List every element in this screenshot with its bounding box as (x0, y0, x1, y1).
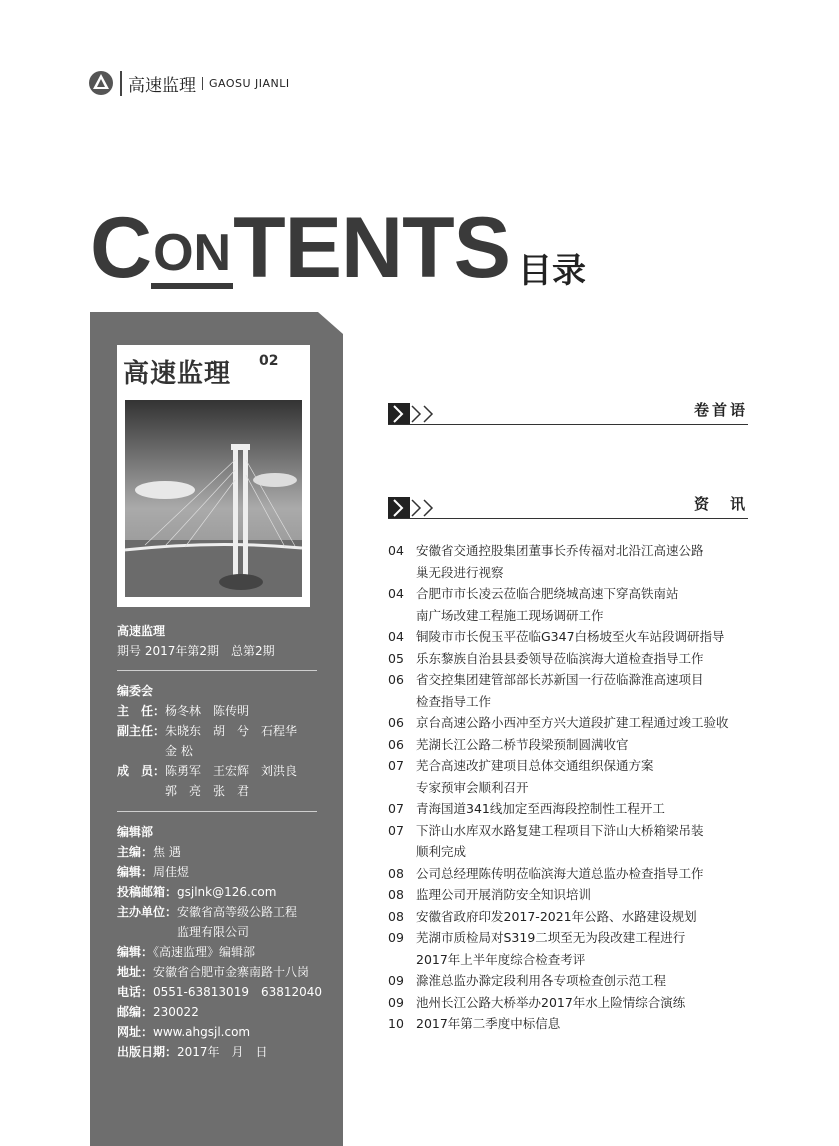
page-number: 04 (388, 543, 404, 558)
contents-rest: TENTS (233, 200, 511, 296)
committee-row: 郭 亮 张 君 (165, 784, 250, 798)
editorial-row: 主办单位：安徽省高等级公路工程 (117, 905, 298, 919)
page-number: 09 (388, 930, 404, 945)
contents-cn: 目录 (518, 251, 587, 291)
page-number: 04 (388, 629, 404, 644)
toc-entry[interactable] (388, 540, 768, 583)
page-number: 09 (388, 994, 404, 1010)
journal-logo-icon (88, 70, 114, 96)
toc-entry[interactable] (388, 927, 768, 970)
toc-entry[interactable] (388, 906, 768, 928)
entry-title: 乐东黎族自治县县委领导莅临滨海大道检查指导工作 (416, 650, 704, 666)
editorial-row: 地址：安徽省合肥市金寨南路十八岗 (117, 965, 310, 979)
toc-entry[interactable] (388, 669, 768, 712)
page-number: 07 (388, 758, 404, 773)
entry-title: 安徽省交通控股集团董事长乔传福对北沿江高速公路 巢无段进行视察 (416, 543, 704, 580)
contents-on: ON (151, 227, 233, 279)
page-number: 07 (388, 801, 404, 816)
bridge-photo (125, 400, 302, 597)
editorial-row: 编辑：《高速监理》编辑部 (117, 945, 256, 959)
editorial-row: 出版日期：2017年 月 日 (117, 1045, 268, 1059)
toc-entry[interactable] (388, 798, 768, 820)
page-number: 06 (388, 715, 404, 730)
page-number: 08 (388, 865, 404, 881)
divider (117, 811, 317, 812)
arrows-icon (388, 497, 438, 519)
page-number: 06 (388, 736, 404, 752)
divider (117, 670, 317, 671)
entry-title: 芜湖长江公路二桥节段梁预制圆满收官 (416, 736, 629, 752)
editorial-block (117, 822, 322, 1062)
entry-title: 合肥市市长凌云莅临合肥绕城高速下穿高铁南站 南广场改建工程施工现场调研工作 (416, 586, 679, 623)
entry-title: 芜湖市质检局对S319二坝至无为段改建工程进行 2017年上半年度综合检查考评 (416, 930, 686, 967)
editorial-heading: 编辑部 (117, 825, 154, 839)
editorial-row: 邮编：230022 (117, 1005, 199, 1019)
toc-entry[interactable] (388, 734, 768, 756)
committee-row: 副主任：朱晓东 胡 兮 石程华 (117, 724, 298, 738)
entry-title: 下浒山水库双水路复建工程项目下浒山大桥箱梁吊装 顺利完成 (416, 822, 704, 859)
section-preface (388, 399, 748, 425)
editorial-row: 投稿邮箱：gsjlnk@126.com (117, 885, 277, 899)
committee-row: 金 松 (165, 744, 193, 758)
arrows-icon (388, 403, 438, 425)
page-number: 10 (388, 1016, 404, 1031)
entry-title: 2017年第二季度中标信息 (416, 1016, 561, 1031)
section-news (388, 493, 748, 519)
journal-info (117, 621, 275, 661)
toc-entry[interactable] (388, 970, 768, 992)
entry-title: 安徽省政府印发2017-2021年公路、水路建设规划 (416, 908, 697, 924)
toc-entry[interactable] (388, 712, 768, 734)
editorial-row: 编辑：周佳煜 (117, 865, 190, 879)
entry-title: 京台高速公路小西冲至方兴大道段扩建工程通过竣工验收 (416, 715, 729, 730)
toc-entry[interactable] (388, 626, 768, 648)
section-title: 资 讯 (693, 495, 748, 513)
journal-name-cn: 高速监理 (120, 71, 196, 96)
committee-block (117, 681, 297, 801)
entry-title: 省交控集团建管部部长苏新国一行莅临滁淮高速项目 检查指导工作 (416, 672, 704, 709)
toc-entry[interactable] (388, 884, 768, 906)
cover-issue: 02 (259, 353, 279, 369)
page-number: 07 (388, 822, 404, 838)
cover-title: 高速监理 (123, 359, 232, 389)
news-list (388, 540, 768, 1035)
editorial-row: 主编：焦 遇 (117, 845, 181, 859)
editorial-row: 电话：0551-63813019 63812040 (117, 985, 323, 999)
entry-title: 监理公司开展消防安全知识培训 (416, 887, 592, 902)
editorial-row: 监理有限公司 (177, 925, 250, 939)
toc-entry[interactable] (388, 863, 768, 885)
toc-entry[interactable] (388, 1013, 768, 1035)
toc-entry[interactable] (388, 648, 768, 670)
committee-heading: 编委会 (117, 684, 154, 698)
contents-c: C (90, 200, 152, 296)
toc-entry[interactable] (388, 583, 768, 626)
page-number: 08 (388, 887, 404, 902)
committee-row: 主 任：杨冬林 陈传明 (117, 704, 250, 718)
page-number: 06 (388, 672, 404, 687)
toc-entry[interactable] (388, 820, 768, 863)
section-title: 卷首语 (693, 401, 748, 419)
entry-title: 铜陵市市长倪玉平莅临G347白杨坡至火车站段调研指导 (416, 629, 725, 644)
page-number: 04 (388, 586, 404, 601)
entry-title: 池州长江公路大桥举办2017年水上险情综合演练 (416, 994, 686, 1010)
entry-title: 芜合高速改扩建项目总体交通组织保通方案 专家预审会顺利召开 (416, 758, 654, 795)
page-number: 05 (388, 650, 404, 666)
entry-title: 青海国道341线加定至西海段控制性工程开工 (416, 801, 665, 816)
cover-thumbnail (117, 345, 310, 607)
page-number: 09 (388, 973, 404, 988)
toc-entry[interactable] (388, 755, 768, 798)
journal-name: 高速监理 (117, 624, 166, 638)
toc-entry[interactable] (388, 992, 768, 1014)
contents-heading (90, 200, 587, 296)
committee-row: 成 员：陈勇军 王宏辉 刘洪良 (117, 764, 298, 778)
issue-line: 期号 2017年第2期 总第2期 (117, 644, 275, 658)
page-number: 08 (388, 908, 404, 924)
journal-name-en: GAOSU JIANLI (202, 77, 290, 90)
editorial-row: 网址：www.ahgsjl.com (117, 1025, 251, 1039)
entry-title: 公司总经理陈传明莅临滨海大道总监办检查指导工作 (416, 865, 704, 881)
masthead (88, 68, 290, 98)
entry-title: 滁淮总监办滁定段利用各专项检查创示范工程 (416, 973, 667, 988)
